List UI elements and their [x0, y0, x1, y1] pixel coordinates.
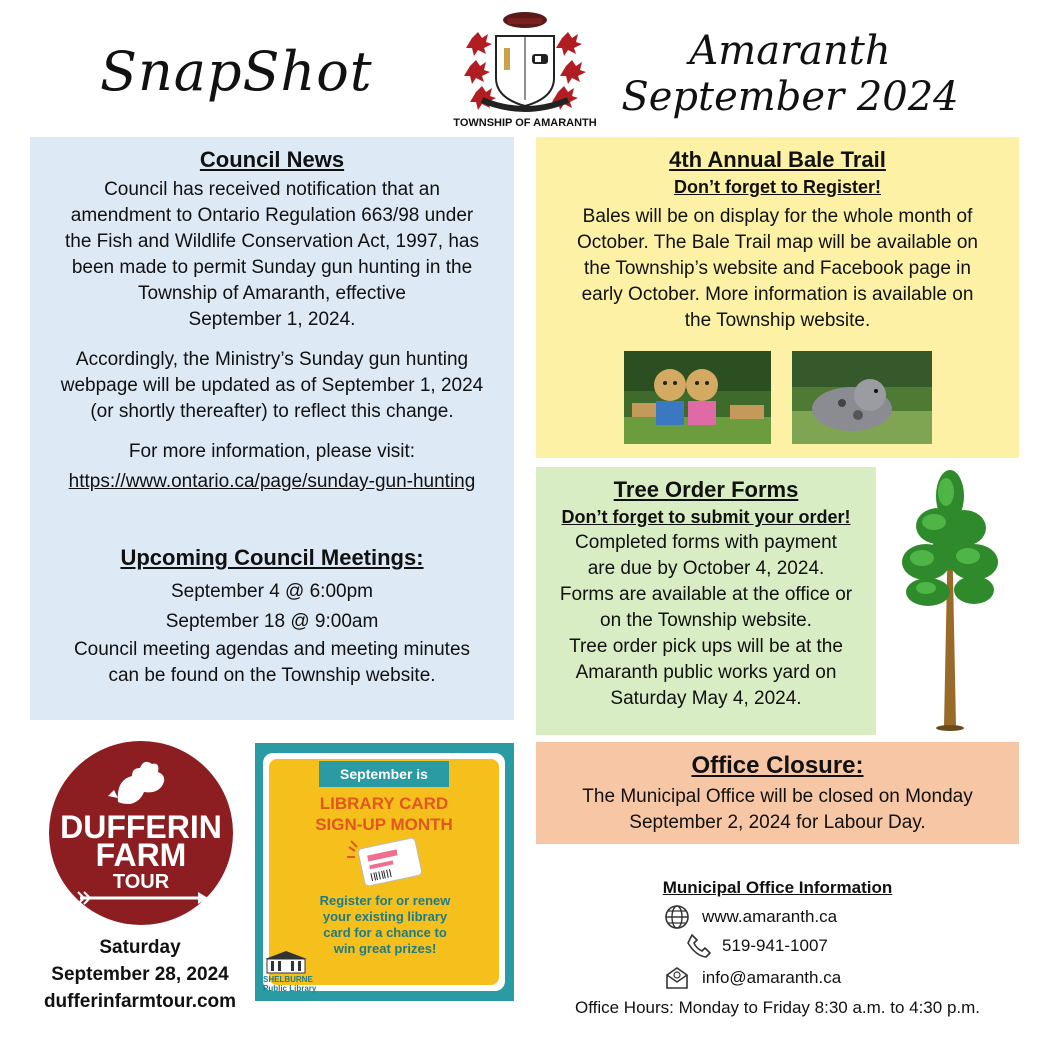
farm-tour-date: September 28, 2024: [51, 964, 229, 985]
bale-trail-line: October. The Bale Trail map will be available on: [577, 232, 978, 253]
issue-title-line2: September 2024: [621, 74, 959, 120]
bale-trail-line: Bales will be on display for the whole month of: [582, 206, 973, 227]
council-news-title: Council News: [199, 147, 345, 172]
farm-tour-details: [30, 934, 250, 1015]
website-text[interactable]: www.amaranth.ca: [702, 907, 838, 926]
office-closure-panel: [536, 742, 1019, 844]
office-closure-line: The Municipal Office will be closed on Monday: [582, 786, 973, 807]
tree-order-panel: [536, 467, 876, 735]
council-news-line: the Fish and Wildlife Conservation Act, 1997, has: [64, 231, 479, 252]
more-info-label: For more information, please visit:: [128, 441, 416, 462]
council-news-line: September 1, 2024.: [188, 309, 356, 330]
bale-trail-body: [536, 204, 1019, 334]
council-news-panel: [30, 137, 514, 720]
council-news-line: been made to permit Sunday gun hunting in the: [71, 257, 473, 278]
svg-text:TOUR: TOUR: [112, 871, 170, 893]
tree-order-body: [536, 530, 876, 712]
council-news-line: Council has received notification that an: [104, 179, 440, 200]
meetings-title: Upcoming Council Meetings:: [120, 545, 424, 570]
globe-icon: [664, 904, 690, 930]
tree-order-line: Saturday May 4, 2024.: [610, 688, 802, 709]
bale-trail-line: the Township website.: [684, 310, 871, 331]
issue-title-line1: Amaranth: [689, 28, 891, 74]
ontario-hunting-link[interactable]: https://www.ontario.ca/page/sunday-gun-hunting: [68, 471, 476, 492]
tree-order-line: are due by October 4, 2024.: [587, 558, 825, 579]
library-poster: [255, 743, 514, 1001]
bale-photo-faces: [624, 351, 771, 444]
council-news-line: Township of Amaranth, effective: [138, 283, 406, 304]
library-banner: September is: [319, 761, 449, 787]
svg-text:FARM: FARM: [95, 837, 187, 873]
library-building-icon: [263, 949, 309, 975]
issue-title: [615, 28, 965, 120]
library-card-icon: [343, 839, 423, 889]
farm-tour-website[interactable]: dufferinfarmtour.com: [43, 991, 237, 1012]
library-logo-line: SHELBURNE: [263, 975, 313, 984]
tree-order-line: Forms are available at the office or: [559, 584, 853, 605]
library-body-line: win great prizes!: [333, 941, 437, 956]
farm-tour-day: Saturday: [99, 937, 181, 958]
website-row: [664, 904, 837, 930]
library-body-line: Register for or renew: [319, 893, 451, 908]
library-body-line: card for a chance to: [323, 925, 447, 940]
tree-order-line: Tree order pick ups will be at the: [569, 636, 843, 657]
council-news-para1: [30, 177, 514, 333]
council-news-line: amendment to Ontario Regulation 663/98 under: [70, 205, 474, 226]
phone-row: [686, 932, 828, 960]
bale-trail-panel: [536, 137, 1019, 458]
bale-photo-animal: [792, 351, 932, 444]
library-title: [269, 793, 499, 835]
library-body-line: your existing library: [322, 909, 448, 924]
tree-order-line: Amaranth public works yard on: [575, 662, 837, 683]
office-info: [536, 878, 1019, 1017]
library-logo-text: [263, 975, 323, 993]
meeting-date-2: September 18 @ 9:00am: [165, 611, 379, 632]
bale-trail-line: the Township’s website and Facebook page in: [584, 258, 971, 279]
bale-trail-line: early October. More information is available on: [581, 284, 974, 305]
township-seal-logo: [453, 8, 597, 130]
council-news-line: Accordingly, the Ministry’s Sunday gun hunting: [75, 349, 469, 370]
office-hours: Office Hours: Monday to Friday 8:30 a.m. to 4:30 p.m.: [574, 998, 981, 1017]
email-icon: [664, 965, 690, 991]
office-closure-line: September 2, 2024 for Labour Day.: [629, 812, 926, 833]
tree-order-line: Completed forms with payment: [575, 532, 837, 553]
library-title-line: LIBRARY CARD: [319, 794, 449, 813]
svg-text:TOWNSHIP OF AMARANTH: TOWNSHIP OF AMARANTH: [453, 117, 597, 129]
dufferin-farm-tour-logo: [48, 740, 234, 926]
library-title-line: SIGN-UP MONTH: [315, 815, 453, 834]
svg-text:DUFFERIN: DUFFERIN: [60, 809, 222, 845]
library-logo-line: Public Library: [263, 984, 317, 993]
email-row: [664, 964, 841, 992]
email-text[interactable]: info@amaranth.ca: [702, 968, 842, 987]
bale-trail-title: 4th Annual Bale Trail: [669, 147, 886, 172]
meeting-date-1: September 4 @ 6:00pm: [170, 581, 373, 602]
tree-order-subtitle: Don’t forget to submit your order!: [561, 507, 851, 527]
snapshot-title: SnapShot: [100, 40, 373, 103]
tree-order-line: on the Township website.: [600, 610, 812, 631]
library-body: [285, 893, 485, 957]
office-closure-title: Office Closure:: [691, 752, 864, 779]
council-news-para2: [30, 347, 514, 425]
office-info-title: Municipal Office Information: [662, 878, 893, 897]
bale-trail-subtitle: Don’t forget to Register!: [674, 177, 881, 197]
council-news-line: (or shortly thereafter) to reflect this change.: [90, 401, 454, 422]
meetings-note-line: Council meeting agendas and meeting minutes: [73, 639, 471, 660]
phone-text[interactable]: 519-941-1007: [722, 936, 828, 955]
council-news-line: webpage will be updated as of September 1, 2024: [60, 375, 484, 396]
phone-icon: [686, 933, 712, 959]
tree-illustration: [898, 466, 1002, 730]
tree-order-title: Tree Order Forms: [613, 477, 799, 502]
meetings-note-line: can be found on the Township website.: [108, 665, 436, 686]
